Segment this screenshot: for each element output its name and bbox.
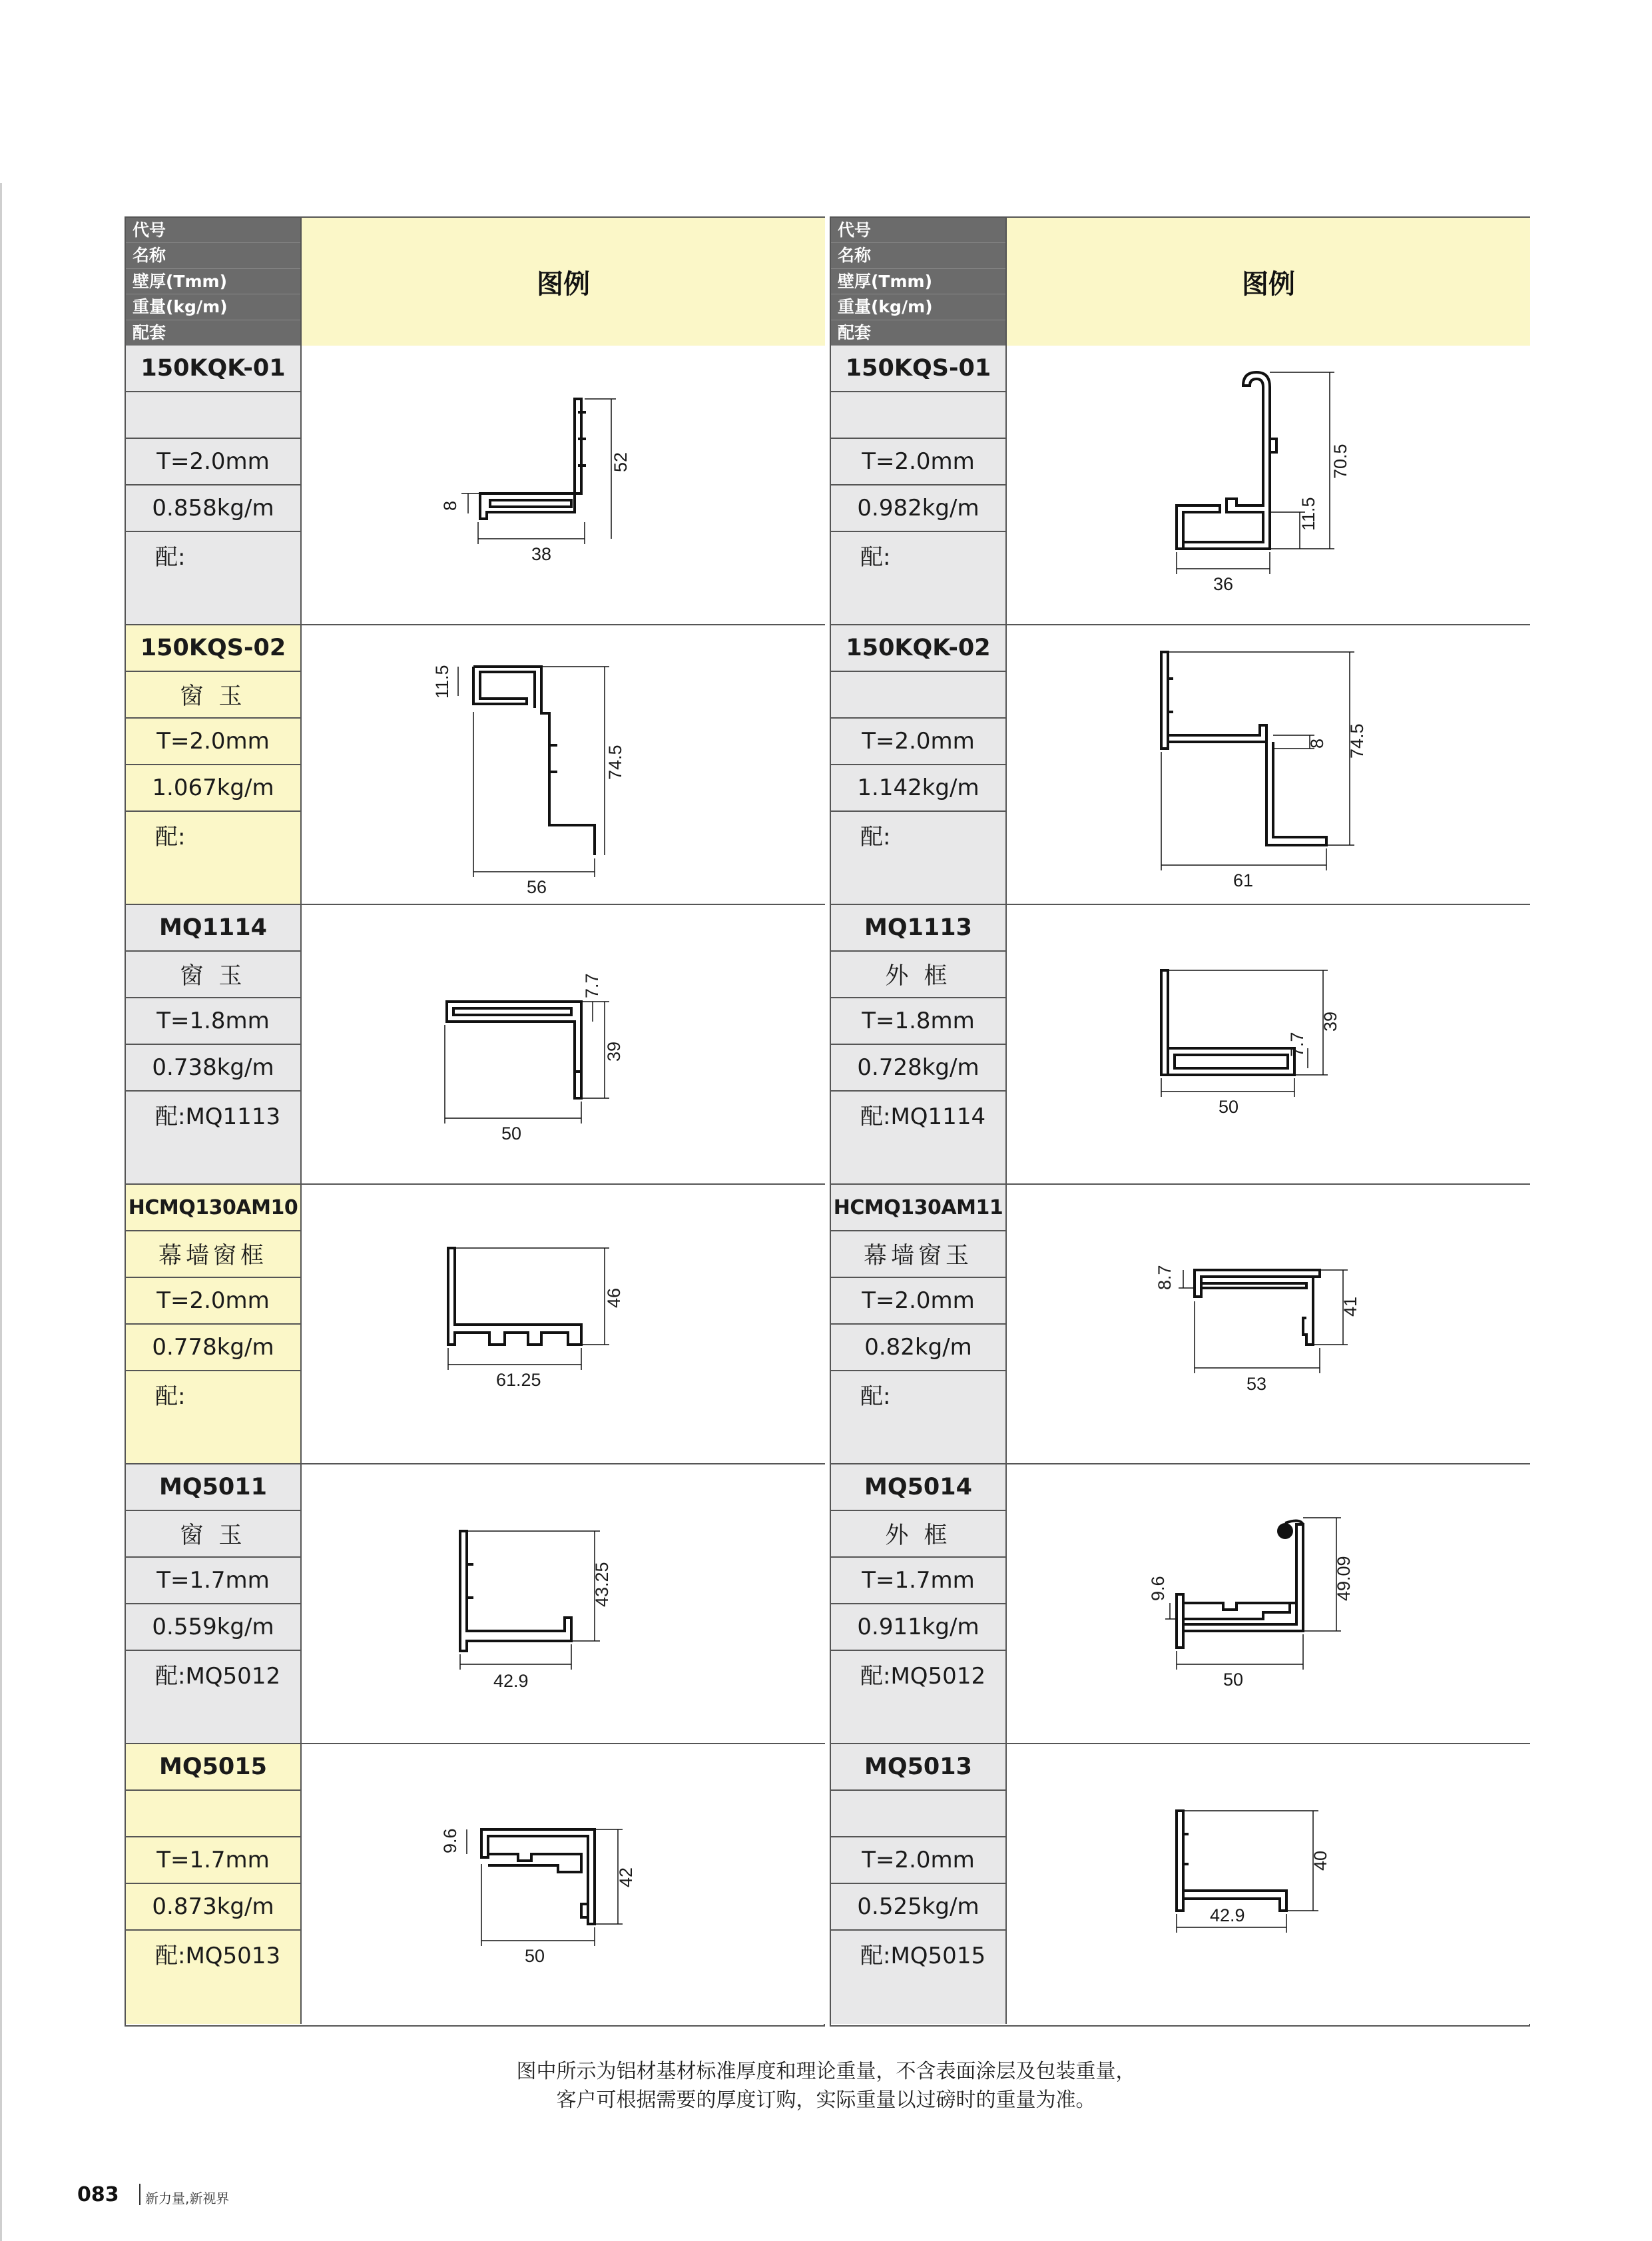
dim-label: 39	[1320, 1011, 1340, 1032]
header-legend: 图例	[300, 218, 825, 346]
header-label-match: 配套	[126, 320, 300, 346]
profile-code: HCMQ130AM11	[831, 1185, 1005, 1231]
spec-panel	[831, 625, 1005, 904]
profile-section-svg	[1007, 625, 1530, 902]
profile-row	[831, 1744, 1529, 2024]
dim-label: 74.5	[1347, 723, 1367, 759]
dim-label: 7.7	[582, 973, 602, 998]
profile-section-svg	[302, 1464, 825, 1742]
profile-code: 150KQS-01	[831, 346, 1005, 392]
spec-panel	[831, 905, 1005, 1183]
profile-drawing	[1005, 1744, 1530, 2024]
dim-label: 61	[1233, 870, 1254, 890]
profile-drawing	[300, 346, 825, 624]
spec-panel	[126, 346, 300, 624]
profile-weight: 0.778kg/m	[126, 1325, 300, 1371]
profile-section-svg	[1007, 1744, 1530, 2021]
profile-weight: 0.82kg/m	[831, 1325, 1005, 1371]
profile-drawing	[300, 625, 825, 904]
profile-match: 配:	[860, 544, 891, 571]
profile-weight: 0.559kg/m	[126, 1604, 300, 1651]
dim-label: 56	[527, 877, 547, 897]
profile-code: 150KQK-01	[126, 346, 300, 392]
profile-match: 配:	[155, 824, 186, 850]
profile-match: 配:MQ5012	[860, 1663, 986, 1690]
dim-label: 8.7	[1155, 1265, 1175, 1290]
profile-name	[126, 392, 300, 439]
profile-name	[831, 392, 1005, 439]
profile-name: 幕墙窗框	[126, 1231, 300, 1278]
profile-section-svg	[302, 1185, 825, 1462]
header-label-thickness: 壁厚(Tmm)	[831, 269, 1005, 294]
profile-match: 配:	[155, 544, 186, 571]
profile-weight: 0.525kg/m	[831, 1884, 1005, 1931]
dim-label: 74.5	[605, 745, 625, 780]
table-header	[126, 218, 824, 347]
header-legend: 图例	[1005, 218, 1530, 346]
profile-row	[126, 1744, 824, 2024]
profile-drawing	[1005, 905, 1530, 1183]
page-number: 083	[77, 2183, 119, 2206]
profile-code: MQ5015	[126, 1744, 300, 1791]
profile-thickness: T=2.0mm	[126, 439, 300, 485]
header-label-match: 配套	[831, 320, 1005, 346]
profile-code: MQ1113	[831, 905, 1005, 952]
profile-name	[831, 672, 1005, 719]
spec-panel	[126, 1744, 300, 2024]
header-label-code: 代号	[831, 218, 1005, 243]
dim-label: 11.5	[1298, 497, 1318, 531]
profile-row	[126, 625, 824, 905]
profile-name: 外 框	[831, 952, 1005, 998]
profile-drawing	[300, 905, 825, 1183]
profile-weight: 1.142kg/m	[831, 765, 1005, 812]
profile-name: 窗 玉	[126, 1511, 300, 1558]
profile-name	[831, 1791, 1005, 1837]
profile-drawing	[1005, 1185, 1530, 1463]
header-label-weight: 重量(kg/m)	[126, 294, 300, 320]
spec-panel	[831, 1464, 1005, 1743]
profile-section-svg	[1007, 346, 1530, 623]
footer-divider	[139, 2184, 140, 2205]
dim-label: 43.25	[592, 1562, 612, 1607]
profile-thickness: T=1.8mm	[126, 998, 300, 1045]
profile-match: 配:	[860, 1383, 891, 1410]
profile-match: 配:MQ5015	[860, 1943, 986, 1969]
dim-label: 49.09	[1334, 1556, 1354, 1601]
profile-row	[126, 1185, 824, 1464]
profile-code: MQ5013	[831, 1744, 1005, 1791]
profile-bead	[1277, 1523, 1293, 1539]
table-header	[831, 218, 1529, 347]
dim-label: 61.25	[496, 1370, 541, 1390]
dim-label: 36	[1213, 574, 1234, 594]
profile-name: 窗 玉	[126, 952, 300, 998]
dim-label: 41	[1340, 1296, 1360, 1317]
spec-panel	[126, 625, 300, 904]
profile-row	[831, 905, 1529, 1185]
profile-section-svg	[1007, 1185, 1530, 1462]
profile-row	[831, 1464, 1529, 1744]
profile-thickness: T=2.0mm	[831, 439, 1005, 485]
profile-drawing	[1005, 346, 1530, 624]
dim-label: 46	[604, 1287, 624, 1308]
profile-code: MQ5011	[126, 1464, 300, 1511]
dim-label: 42.9	[493, 1671, 529, 1691]
profile-name: 幕墙窗玉	[831, 1231, 1005, 1278]
header-label-name: 名称	[831, 243, 1005, 268]
profile-row	[831, 1185, 1529, 1464]
dim-label: 53	[1246, 1374, 1267, 1394]
spec-panel	[831, 1185, 1005, 1463]
profile-weight: 0.858kg/m	[126, 485, 300, 532]
spec-panel	[126, 905, 300, 1183]
profile-row	[831, 346, 1529, 625]
profile-weight: 1.067kg/m	[126, 765, 300, 812]
profile-name: 窗 玉	[126, 672, 300, 719]
header-label-code: 代号	[126, 218, 300, 243]
profile-section-svg	[1007, 1464, 1530, 1742]
profile-weight: 0.982kg/m	[831, 485, 1005, 532]
profile-thickness: T=1.7mm	[126, 1558, 300, 1604]
profile-match: 配:MQ5012	[155, 1663, 281, 1690]
header-labels	[126, 218, 300, 346]
profile-thickness: T=2.0mm	[126, 1278, 300, 1325]
dim-label: 9.6	[1148, 1576, 1168, 1601]
disclaimer-line-2: 客户可根据需要的厚度订购，实际重量以过磅时的重量为准。	[556, 2088, 1096, 2112]
dim-label: 42.9	[1210, 1905, 1245, 1925]
profile-thickness: T=1.8mm	[831, 998, 1005, 1045]
profile-row	[126, 346, 824, 625]
profile-weight: 0.728kg/m	[831, 1045, 1005, 1092]
profile-thickness: T=2.0mm	[831, 1837, 1005, 1884]
profile-drawing	[300, 1744, 825, 2024]
profile-match: 配:	[860, 824, 891, 850]
profile-match: 配:MQ1113	[155, 1104, 281, 1130]
profile-section-svg	[302, 625, 825, 902]
profile-weight: 0.911kg/m	[831, 1604, 1005, 1651]
dim-label: 50	[1219, 1097, 1239, 1117]
profile-name	[126, 1791, 300, 1837]
disclaimer-line-1: 图中所示为铝材基材标准厚度和理论重量，不含表面涂层及包装重量，	[516, 2060, 1136, 2083]
dim-label: 9.6	[440, 1828, 460, 1853]
catalog-table-right	[830, 216, 1530, 2027]
profile-name: 外 框	[831, 1511, 1005, 1558]
profile-weight: 0.873kg/m	[126, 1884, 300, 1931]
profile-thickness: T=2.0mm	[831, 1278, 1005, 1325]
header-label-name: 名称	[126, 243, 300, 268]
dim-label: 38	[531, 544, 552, 564]
profile-thickness: T=2.0mm	[831, 719, 1005, 765]
profile-drawing	[300, 1185, 825, 1463]
profile-section-svg	[302, 905, 825, 1182]
profile-match: 配:MQ5013	[155, 1943, 281, 1969]
profile-code: MQ1114	[126, 905, 300, 952]
profile-row	[126, 1464, 824, 1744]
dim-label: 11.5	[432, 665, 452, 699]
dim-label: 40	[1310, 1850, 1330, 1871]
profile-drawing	[1005, 1464, 1530, 1743]
profile-row	[126, 905, 824, 1185]
profile-row	[831, 625, 1529, 905]
profile-thickness: T=2.0mm	[126, 719, 300, 765]
header-labels	[831, 218, 1005, 346]
dim-label: 7.7	[1287, 1032, 1307, 1057]
dim-label: 70.5	[1330, 444, 1350, 479]
spec-panel	[831, 1744, 1005, 2024]
profile-weight: 0.738kg/m	[126, 1045, 300, 1092]
dim-label: 42	[616, 1867, 636, 1887]
dim-label: 52	[611, 452, 631, 472]
profile-code: 150KQS-02	[126, 625, 300, 672]
profile-code: MQ5014	[831, 1464, 1005, 1511]
profile-thickness: T=1.7mm	[126, 1837, 300, 1884]
header-label-thickness: 壁厚(Tmm)	[126, 269, 300, 294]
spec-panel	[126, 1185, 300, 1463]
dim-label: 50	[525, 1946, 545, 1966]
profile-code: 150KQK-02	[831, 625, 1005, 672]
profile-section-svg	[302, 1744, 825, 2021]
dim-label: 39	[604, 1041, 624, 1062]
profile-match: 配:MQ1114	[860, 1104, 986, 1130]
profile-thickness: T=1.7mm	[831, 1558, 1005, 1604]
spec-panel	[126, 1464, 300, 1743]
dim-label: 8	[440, 500, 460, 511]
catalog-table-left	[125, 216, 825, 2027]
dim-label: 8	[1307, 738, 1327, 749]
spec-panel	[831, 346, 1005, 624]
dim-label: 50	[501, 1123, 522, 1143]
profile-section-svg	[1007, 905, 1530, 1182]
profile-drawing	[1005, 625, 1530, 904]
footer-slogan: 新力量,新视界	[145, 2190, 230, 2206]
dim-label: 50	[1223, 1670, 1244, 1690]
profile-drawing	[300, 1464, 825, 1743]
header-label-weight: 重量(kg/m)	[831, 294, 1005, 320]
page-edge-line	[0, 183, 2, 2241]
profile-match: 配:	[155, 1383, 186, 1410]
profile-code: HCMQ130AM10	[126, 1185, 300, 1231]
profile-section-svg	[302, 346, 825, 623]
